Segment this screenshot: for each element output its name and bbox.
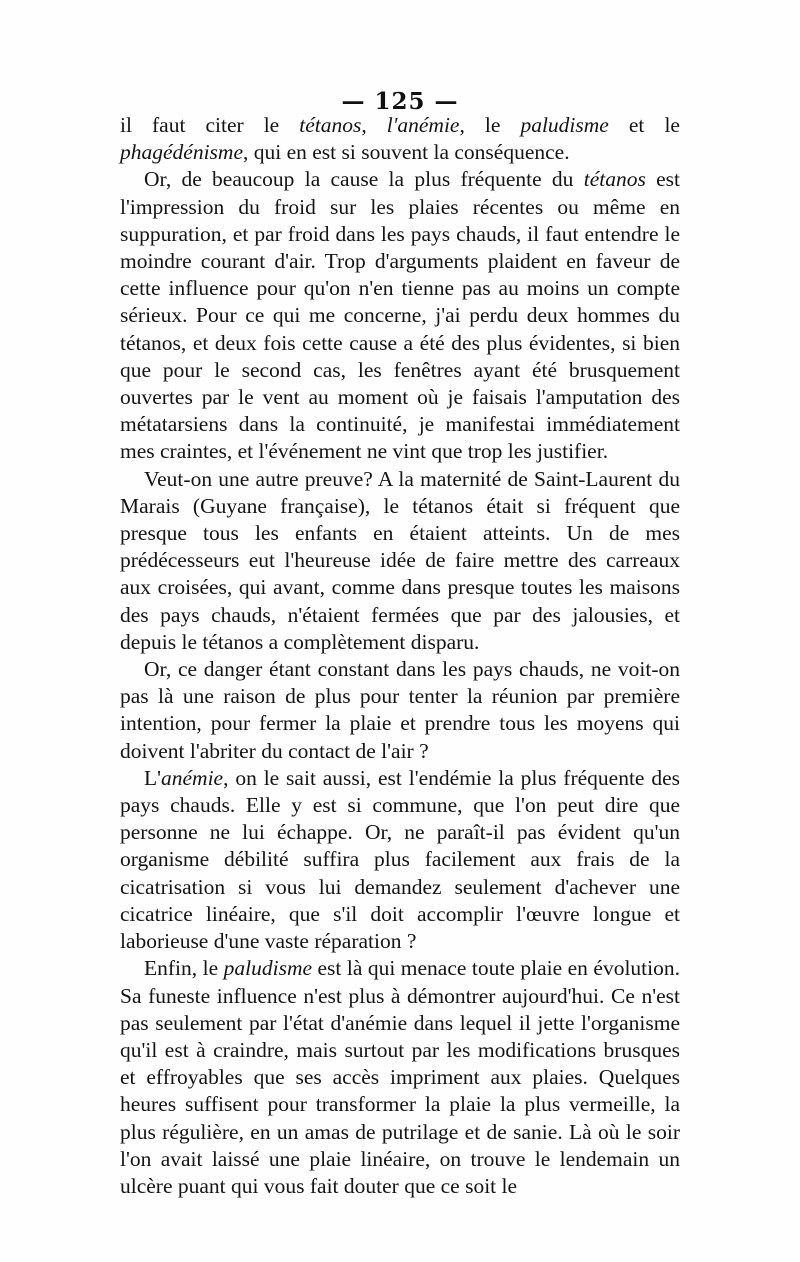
italic-term: tétanos [299,113,362,137]
paragraph [120,955,680,1200]
text-run: et le [608,113,680,137]
italic-term: anémie [161,765,224,790]
text-run: est là qui menace toute plaie en évolution. Sa funeste influence n'est plus à démontrer aujourd'hui. Ce n'est pas seulement par l'état d'anémie dans lequel il jette l'organisme qu'il est à craindre, mais surtout par les modifications brusques et effroyables que ses accès impriment aux plaies. Quelques heures suffisent pour transformer la plaie la plus vermeille, la plus régulière, en un amas de putrilage et de sanie. Là où le soir l'on avait laissé une plaie linéaire, on trouve le lendemain un ulcère puant qui vous fait douter que ce soit le [120,956,680,1198]
italic-term: l'anémie [386,113,460,137]
paragraph [120,466,680,656]
italic-term: tétanos [583,167,646,192]
text-run: , on le sait aussi, est l'endémie la plus fréquente des pays chauds. Elle y est si commune, que l'on peut dire que personne ne lui échappe. Or, ne paraît-il pas évident qu'un organisme débilité suffira plus facilement aux frais de la cicatrisation si vous lui demandez seulement d'achever une cicatrice linéaire, que s'il doit accomplir l'œuvre longue et laborieuse d'une vaste réparation ? [120,765,680,954]
italic-term: paludisme [223,956,313,981]
text-run: , [361,113,387,137]
text-run: est l'impression du froid sur les plaies récentes ou même en suppuration, et par froid dans les pays chauds, il faut entendre le moindre courant d'air. Trop d'arguments plaident en faveur de cette influence pour qu'on n'en tienne pas au moins un compte sérieux. Pour ce qui me concerne, j'ai perdu deux hommes du tétanos, et deux fois cette cause a été des plus évidentes, si bien que pour le second cas, les fenêtres ayant été brusquement ouvertes par le vent au moment où je faisais l'amputation des métatarsiens dans la continuité, je manifestai immédiatement mes craintes, et l'événement ne vint que trop les justifier. [120,167,680,464]
text-run: Enfin, le [144,956,224,981]
paragraph [120,166,680,465]
text-run: Veut-on une autre preuve? A la maternité de Saint-Laurent du Marais (Guyane française), le tétanos était si fréquent que presque tous les enfants en étaient atteints. Un de mes prédécesseurs eut l'heureuse idée de faire mettre des carreaux aux croisées, qui avant, comme dans presque toutes les maisons des pays chauds, n'étaient fermées que par des jalousies, et depuis le tétanos a complètement disparu. [120,466,680,654]
italic-term: phagédénisme [120,140,243,165]
text-run: , le [459,113,521,137]
page-number: — 125 — [341,88,459,115]
body-text [120,112,680,1200]
text-run: il faut citer le [120,113,300,137]
text-run: , qui en est si souvent la conséquence. [243,140,570,165]
paragraph [120,656,680,765]
paragraph [120,112,680,166]
text-run: Or, ce danger étant constant dans les pays chauds, ne voit-on pas là une raison de plus pour tenter la réunion par première intention, pour fermer la plaie et prendre tous les moyens qui doivent l'abriter du contact de l'air ? [120,657,680,763]
italic-term: paludisme [520,113,609,137]
paragraph [120,765,680,955]
text-run: Or, de beaucoup la cause la plus fréquente du [144,167,584,192]
text-run: L' [144,765,162,790]
